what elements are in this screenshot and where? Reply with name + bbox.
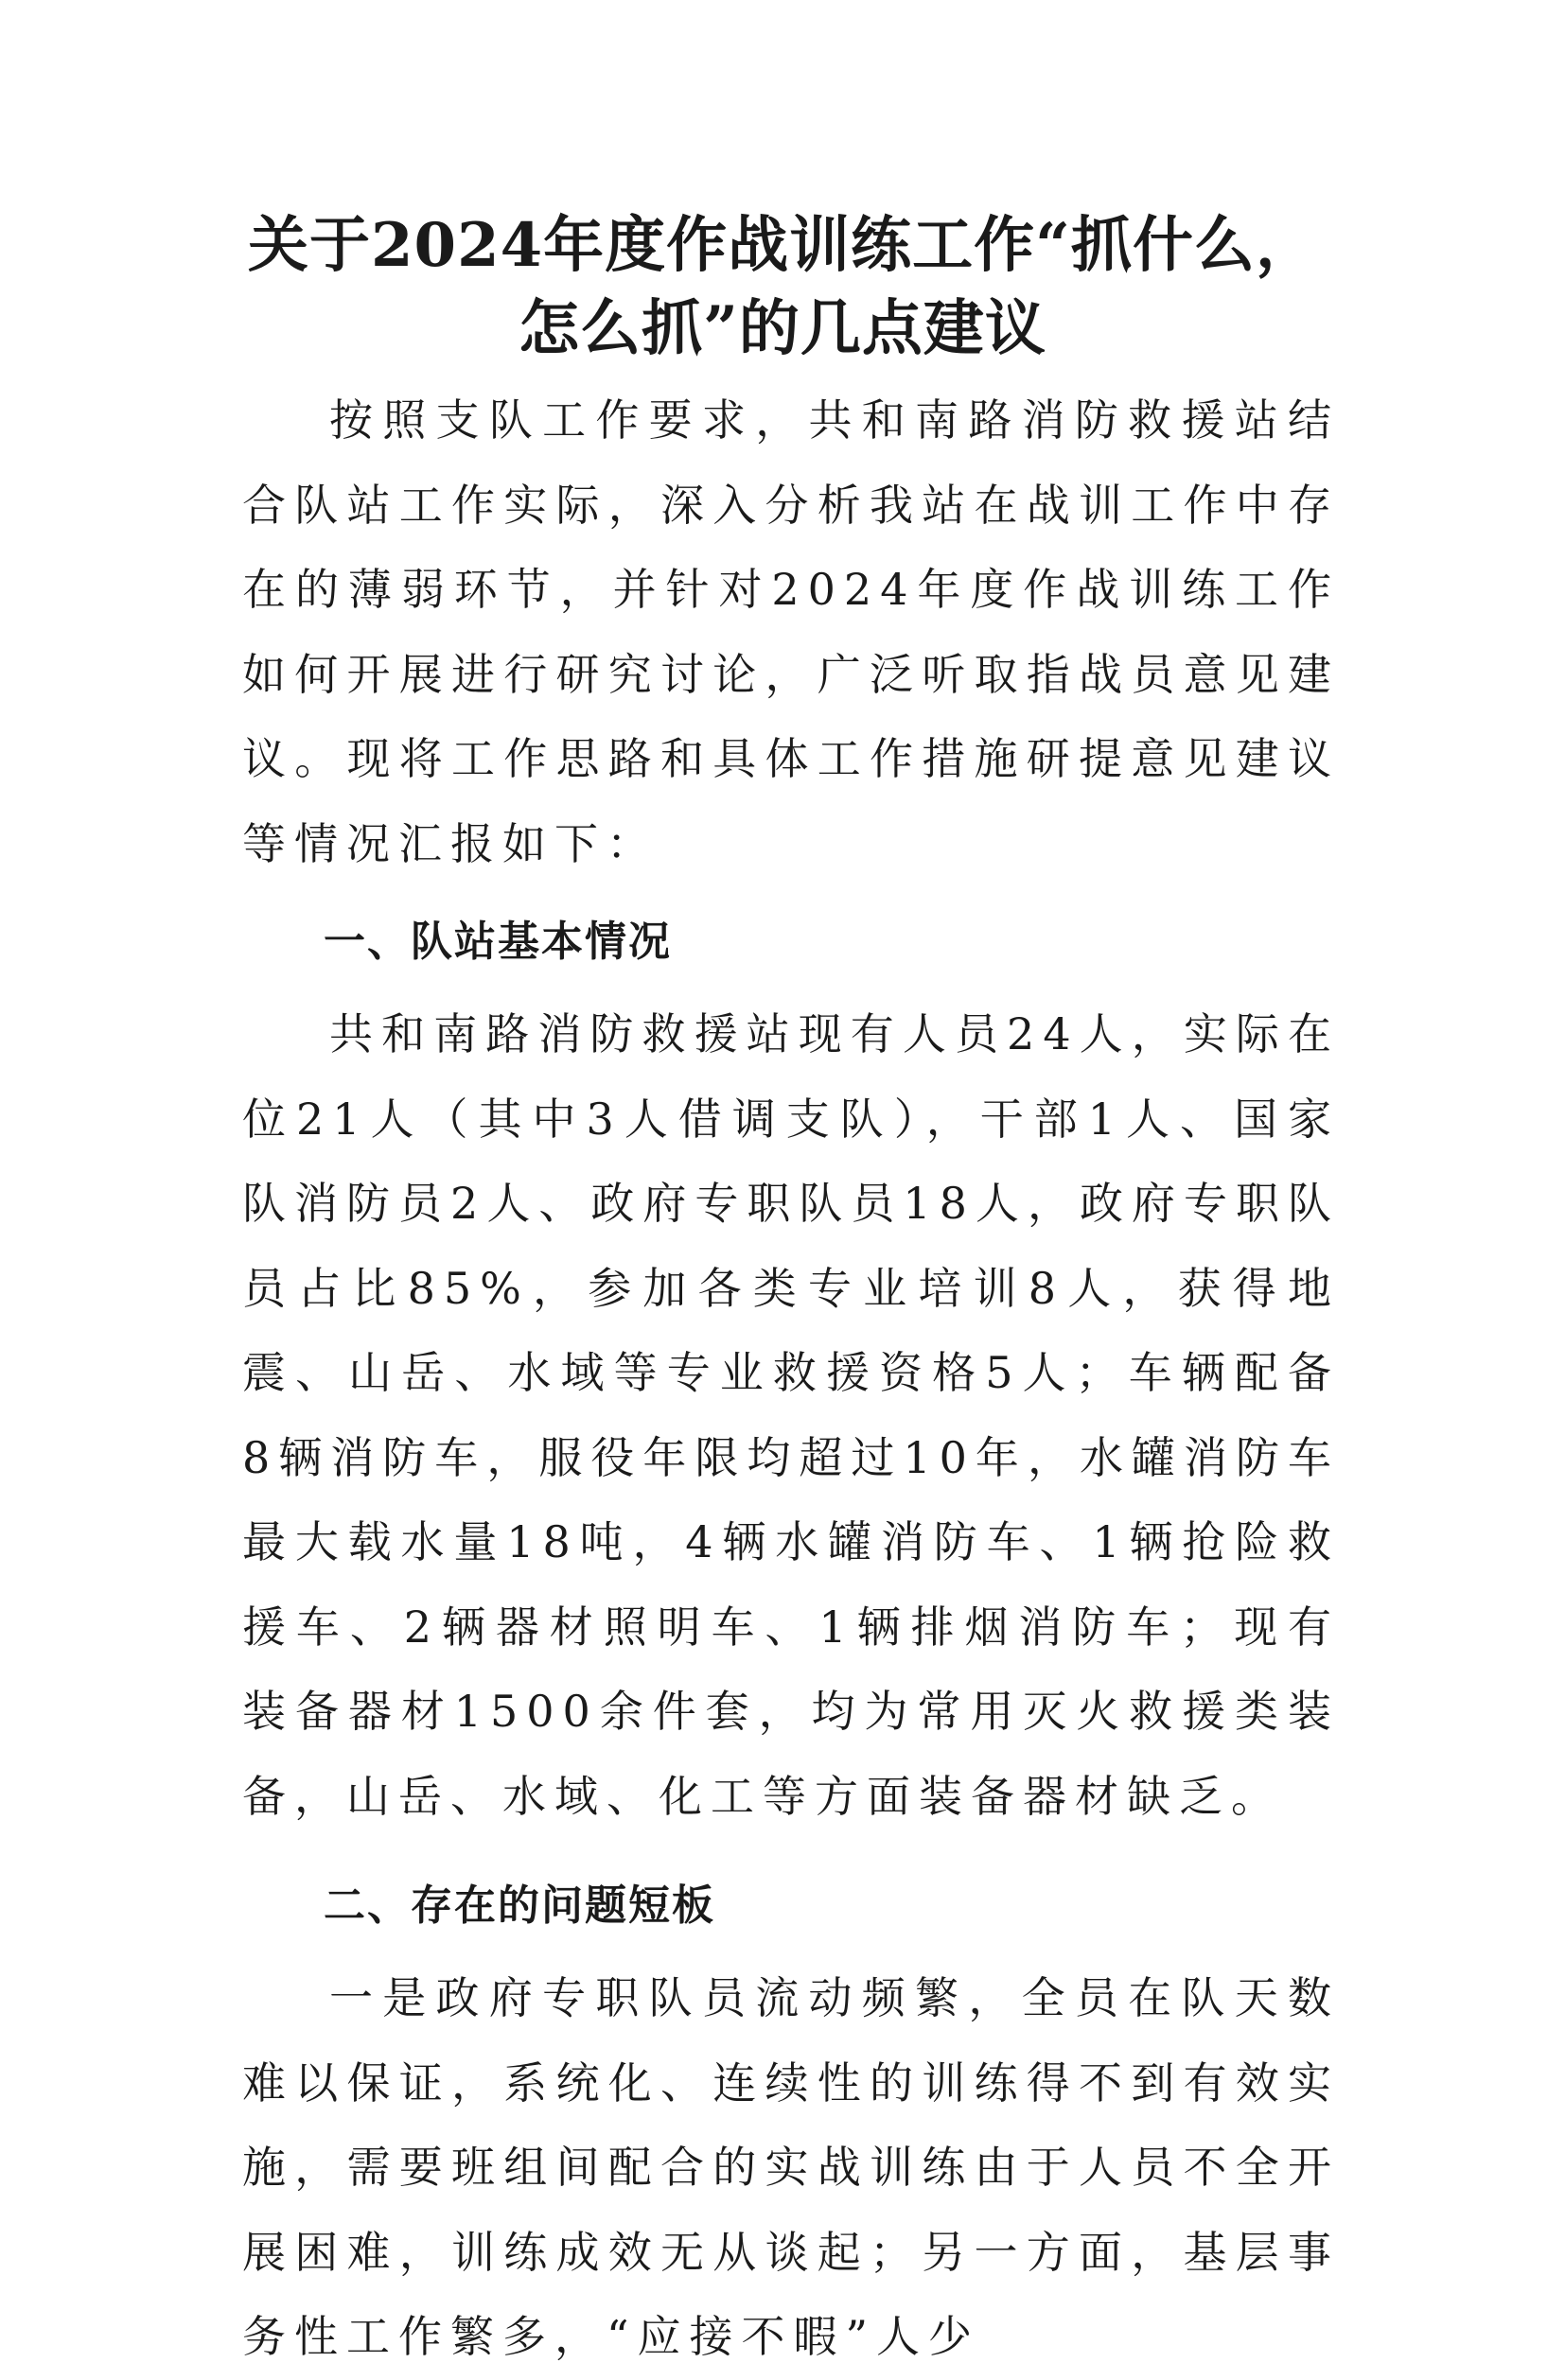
- document-title-line-2: 怎么抓”的几点建议: [519, 293, 1046, 364]
- section-paragraph-basic-info: 共和南路消防救援站现有人员24人，实际在位21人（其中3人借调支队），干部1人、国家队消防员2人、政府专职队员18人，政府专职队员占比85%，参加各类专业培训8人，获得地震、山岳、水域等专业救援资格5人；车辆配备8辆消防车，服役年限均超过10年，水罐消防车最大载水量18吨，4辆水罐消防车、1辆抢险救援车、2辆器材照明车、1辆排烟消防车；现有装备器材1500余件套，均为常用灭火救援类装备，山岳、水域、化工等方面装备器材缺乏。: [242, 1008, 1340, 1822]
- section-heading-basic-info: 一、队站基本情况: [324, 918, 672, 966]
- section-paragraph-problems: 一是政府专职队员流动频繁，全员在队天数难以保证，系统化、连续性的训练得不到有效实施，需要班组间配合的实战训练由于人员不全开展困难，训练成效无从谈起；另一方面，基层事务性工作繁多，“应接不暇”人少: [242, 1972, 1340, 2362]
- section-spacer: [242, 1839, 1340, 1850]
- document-title-line-1: 关于2024年度作战训练工作“抓什么，: [248, 210, 1317, 281]
- document-body: [242, 378, 1340, 2380]
- section-heading-problems: 二、存在的问题短板: [324, 1881, 715, 1930]
- intro-paragraph: 按照支队工作要求，共和南路消防救援站结合队站工作实际，深入分析我站在战训工作中存在的薄弱环节，并针对2024年度作战训练工作如何开展进行研究讨论，广泛听取指战员意见建议。现将工作思路和具体工作措施研提意见建议等情况汇报如下：: [242, 394, 1340, 869]
